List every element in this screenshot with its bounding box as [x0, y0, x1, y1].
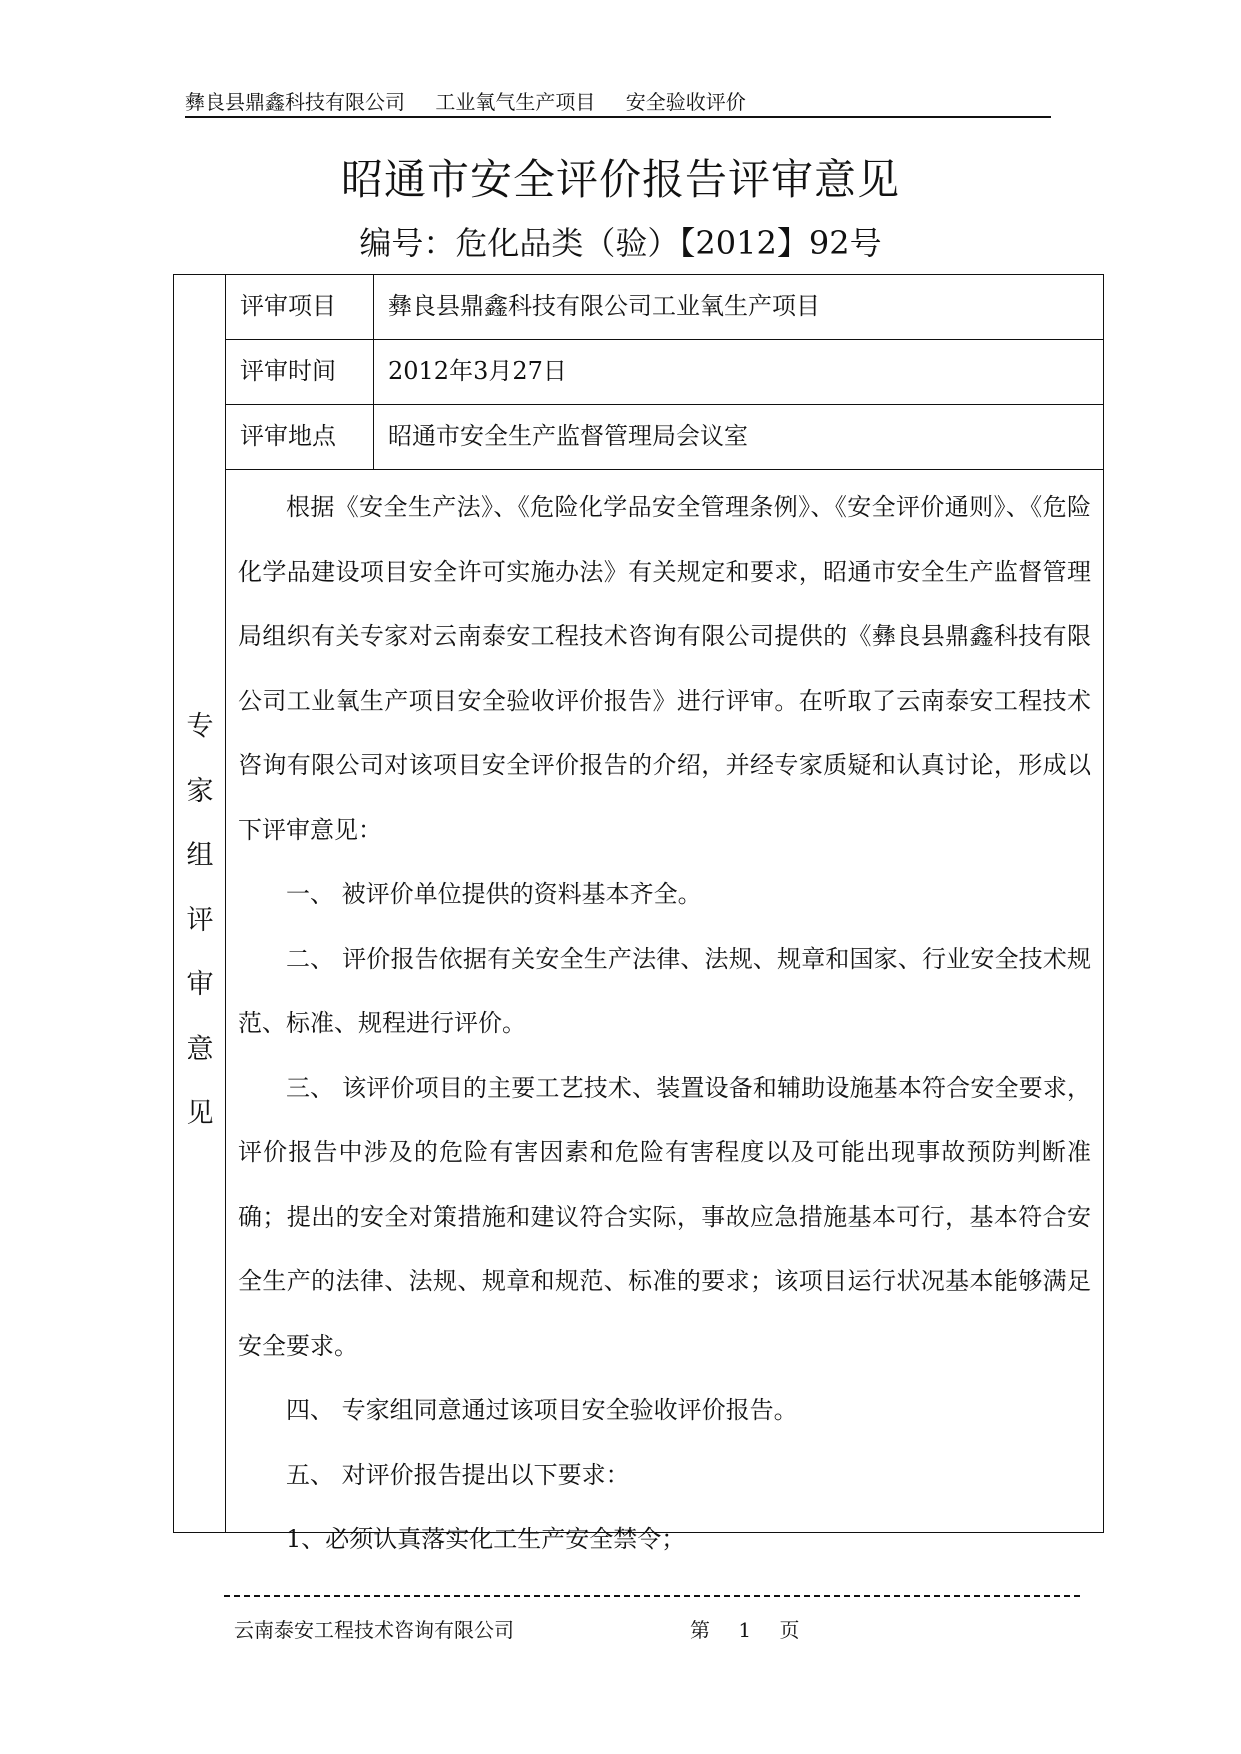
row-value: 昭通市安全生产监督管理局会议室 — [388, 422, 748, 450]
opinion-intro-paragraph: 根据《安全生产法》、《危险化学品安全管理条例》、《安全评价通则》、《危险化学品建设项目安全许可实施办法》有关规定和要求，昭通市安全生产监督管理局组织有关专家对云南泰安工程技术咨询有限公司提供的《彝良县鼎鑫科技有限公司工业氧生产项目安全验收评价报告》进行评审。在听取了云南泰安工程技术咨询有限公司对该项目安全评价报告的介绍，并经专家质疑和认真讨论，形成以下评审意见： — [238, 493, 1091, 844]
row-label: 评审地点 — [226, 405, 374, 469]
footer-company: 云南泰安工程技术咨询有限公司 — [234, 1618, 514, 1642]
opinion-item-5: 五、 对评价报告提出以下要求： — [286, 1460, 630, 1489]
expert-opinion-side-label: 专 家 组 评 审 意 见 — [186, 711, 214, 1129]
footer-divider — [224, 1595, 1080, 1597]
side-column — [174, 275, 226, 1532]
running-header — [185, 88, 1051, 118]
requirement-1: 1、必须认真落实化工生产安全禁令； — [286, 1525, 686, 1553]
row-label: 评审时间 — [226, 340, 374, 404]
opinion-item-2: 二、 评价报告依据有关安全生产法律、法规、规章和国家、行业安全技术规范、标准、规程进行评价。 — [238, 944, 1091, 1037]
opinion-item-3: 三、 该评价项目的主要工艺技术、装置设备和辅助设施基本符合安全要求，评价报告中涉及的危险有害因素和危险有害程度以及可能出现事故预防判断准确；提出的安全对策措施和建议符合实际，事故应急措施基本可行，基本符合安全生产的法律、法规、规章和规范、标准的要求；该项目运行状况基本能够满足安全要求。 — [238, 1073, 1091, 1360]
opinion-item-4: 四、 专家组同意通过该项目安全验收评价报告。 — [286, 1396, 798, 1424]
row-review-time — [226, 340, 1103, 405]
opinion-body — [238, 475, 1091, 1572]
header-subject: 安全验收评价 — [625, 90, 746, 114]
row-value: 彝良县鼎鑫科技有限公司工业氧生产项目 — [388, 292, 820, 320]
header-company: 彝良县鼎鑫科技有限公司 — [185, 90, 405, 114]
header-project: 工业氧气生产项目 — [435, 90, 596, 114]
row-value: 2012年3月27日 — [388, 357, 567, 385]
page-suffix: 页 — [779, 1618, 800, 1642]
page-number: 1 — [738, 1618, 752, 1642]
document-title: 昭通市安全评价报告评审意见 — [340, 155, 900, 204]
page-prefix: 第 — [690, 1618, 710, 1642]
document-number: 编号：危化品类（验）【2012】92号 — [359, 224, 882, 262]
row-review-project — [226, 275, 1103, 340]
page-indicator — [690, 1616, 821, 1644]
row-label: 评审项目 — [226, 275, 374, 339]
row-review-location — [226, 405, 1103, 470]
opinion-item-1: 一、 被评价单位提供的资料基本齐全。 — [286, 880, 702, 908]
review-table — [173, 274, 1104, 1553]
